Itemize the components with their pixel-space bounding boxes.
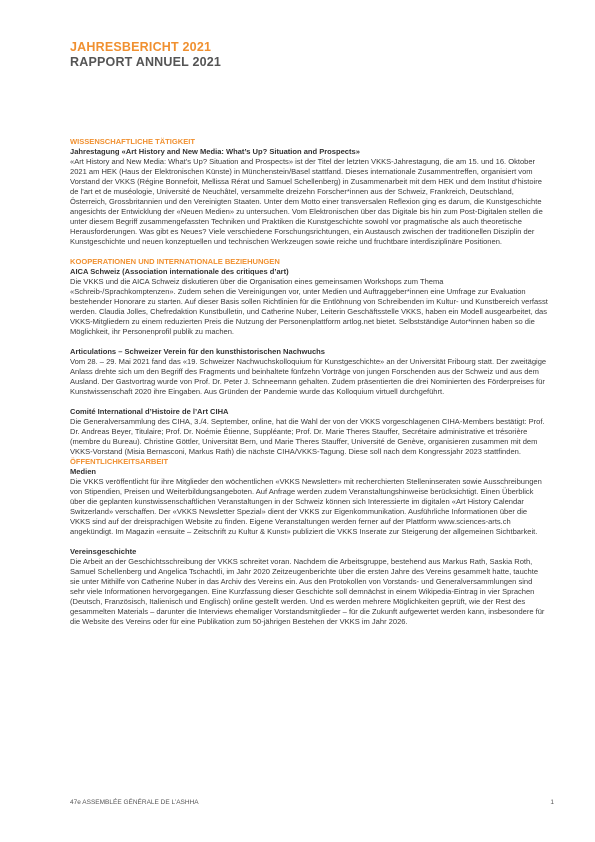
subsection-title: Medien bbox=[70, 467, 96, 476]
section-oeffentlichkeit bbox=[70, 457, 548, 627]
paragraph: Die VKKS und die AICA Schweiz diskutieren über die Organisation eines gemeinsamen Workshops zum Thema «Schreib-/Sprachkomptenzen». Zudem sehen die Vereinigungen vor, unter Medien und Auftraggeber*innen eine Umfrage zur Evaluation bestehender Honorare zu starten. Auf dieser Basis sollen Richtlinien für die Entlöhnung von Schreibenden im Kultur- und Kunstbereich verfasst werden. Claudia Jolles, Chefredaktion Kunstbulletin, und Catherine Nuber, Leiterin Geschäftsstelle VKKS, haben ein Modell ausgearbeitet, das VKKS-Mitgliedern zu einem reduzierten Preis die Nutzung der Personenplattform artlog.net bietet. Selbstständige Autor*innen haben so die Möglichkeit, ihr Personenprofil publik zu machen. bbox=[70, 277, 548, 336]
section-heading: WISSENSCHAFTLICHE TÄTIGKEIT bbox=[70, 137, 195, 146]
report-header bbox=[70, 40, 530, 70]
section-heading: ÖFFENTLICHKEITSARBEIT bbox=[70, 457, 169, 466]
report-body bbox=[70, 137, 548, 627]
section-kooperationen bbox=[70, 257, 548, 457]
subsection-title: Comité International d’Histoire de l’Art CIHA bbox=[70, 407, 229, 416]
paragraph: Die Arbeit an der Geschichtsschreibung der VKKS schreitet voran. Nachdem die Arbeitsgruppe, bestehend aus Markus Rath, Saskia Roth, Samuel Schellenberg und Angelica Tschachtli, im Jahr 2020 Zeitzeugenberichte über die ersten Jahre des Vereins gesammelt hatte, tauchte sie unter Mithilfe von Catherine Nuber in das Archiv des Vereins ein. Aus den Protokollen von Vorstands- und Generalversammlungen sind sehr viele Informationen hervorgegangen. Eine Kurzfassung dieser Geschichte soll demnächst in einem Wikipedia-Eintrag in vier Sprachen (Deutsch, Französisch, Italienisch und Englisch) online gestellt werden. Und es werden mehrere Möglichkeiten geprüft, wie der Rest des gesammelten Materials – darunter die Interviews ehemaliger Vorstandsmitglieder – für die Zukunft aufgewertet werden kann, insbesondere für die Website des Vereins oder für eine Publikation zum 50-jährigen Bestehen der VKKS im Jahr 2026. bbox=[70, 557, 545, 626]
report-title-fr: RAPPORT ANNUEL 2021 bbox=[70, 55, 222, 69]
paragraph: «Art History and New Media: What’s Up? Situation and Prospects» ist der Titel der letzten VKKS-Jahrestagung, die am 15. und 16. Oktober 2021 am HEK (Haus der Elektronischen Künste) in Münchenstein/Basel stattfand. Dieses internationale Zusammentreffen, organisiert vom Vorstand der VKKS (Régine Bonnefoit, Mellissa Rérat und Samuel Schellenberg) in Zusammenarbeit mit dem HEK und dem Institut d’histoire de l’art et de muséologie, Université de Neuchâtel, versammelte dreizehn Forscher*innen aus der Schweiz, Frankreich, Deutschland, Österreich, Grossbritannien und den Vereinigten Staaten. Unter dem Motto einer transversalen Reflexion ging es darum, die Kunstgeschichte angesichts der Entwicklung der «Neuen Medien» zu untersuchen. Vom Elektronischen über das Digitale bis hin zum Post-Digitalen stellen die unter diesem Begriff zusammengefassten Techniken und Praktiken die Kunstgeschichte sowohl vor pragmatische als auch theoretische Herausforderungen. Was gibt es Neues? Viele verschiedene Forschungsrichtungen, ein Austausch zwischen der traditionellen Disziplin der Kunstgeschichte und neuen konzeptuellen und technischen Werkzeugen sowie reiche und fruchtbare interdisziplinäre Positionen. bbox=[70, 157, 543, 246]
report-title-de: JAHRESBERICHT 2021 bbox=[70, 40, 212, 54]
subsection-title: Articulations – Schweizer Verein für den kunsthistorischen Nachwuchs bbox=[70, 347, 325, 356]
section-heading: KOOPERATIONEN UND INTERNATIONALE BEZIEHUNGEN bbox=[70, 257, 280, 266]
paragraph: Die VKKS veröffentlicht für ihre Mitglieder den wöchentlichen «VKKS Newsletter» mit recherchierten Stelleninseraten sowie Ausschreibungen von Stipendien, Preisen und Weiterbildungsangeboten. Auf Anfrage werden zudem Veranstaltungshinweise berücksichtigt. Einen Überblick über die geplanten kunstwissenschaftlichen Veranstaltungen in der Schweiz können sich Interessierte im digitalen «Art History Calendar Switzerland» verschaffen. Der «VKKS Newsletter Spezial» dient der VKKS zur Eigenkommunikation. Ausführliche Informationen über die VKKS sind auf der dreisprachigen Website zu finden. Eigene Veranstaltungen werden ferner auf der Plattform www.sciences-arts.ch angekündigt. Im Magazin «ensuite – Zeitschrift zu Kultur & Kunst» publiziert die VKKS Inserate zur Steigerung der allgemeinen Sichtbarkeit. bbox=[70, 477, 542, 536]
subsection-title: AICA Schweiz (Association internationale des critiques d’art) bbox=[70, 267, 289, 276]
subsection-title: Jahrestagung «Art History and New Media: What’s Up? Situation and Prospects» bbox=[70, 147, 360, 156]
page-number: 1 bbox=[550, 799, 554, 806]
section-wissenschaft bbox=[70, 137, 548, 247]
subsection-title: Vereinsgeschichte bbox=[70, 547, 137, 556]
paragraph: Vom 28. – 29. Mai 2021 fand das «19. Schweizer Nachwuchskolloquium für Kunstgeschichte» an der Universität Fribourg statt. Der zweitägige Anlass drehte sich um den Begriff des Fragments und beinhaltete fünfzehn Vorträge von jungen Forschenden aus der Schweiz und aus dem Ausland. Der Gastvortrag wurde von Prof. Dr. Peter J. Schneemann gehalten. Zudem präsentierten die drei Nominierten des Förderpreises für Kunstwissenschaft 2020 ihre Eingaben. Aus Gründen der Pandemie wurde das Kolloquium virtuell durchgeführt. bbox=[70, 357, 547, 396]
paragraph: Die Generalversammlung des CIHA, 3./4. September, online, hat die Wahl der von der VKKS vorgeschlagenen CIHA-Members bestätigt: Prof. Dr. Andreas Beyer, Titulaire; Prof. Dr. Noémie Étienne, Suppléante; Prof. Dr. Marie Theres Stauffer, Secrétaire administrative et trésorière (membre du Bureau). Christine Göttler, Universität Bern, und Marie Theres Stauffer, Université de Genève, organisieren zusammen mit dem VKKS-Vorstand (Misia Bernasconi, Markus Rath) die nächste CIHA/VKKS-Tagung. Diese soll nach dem Kongressjahr 2023 stattfinden. bbox=[70, 417, 545, 456]
footer-assembly-label: 47e ASSEMBLÉE GÉNÉRALE DE L’ASHHA bbox=[70, 799, 199, 806]
